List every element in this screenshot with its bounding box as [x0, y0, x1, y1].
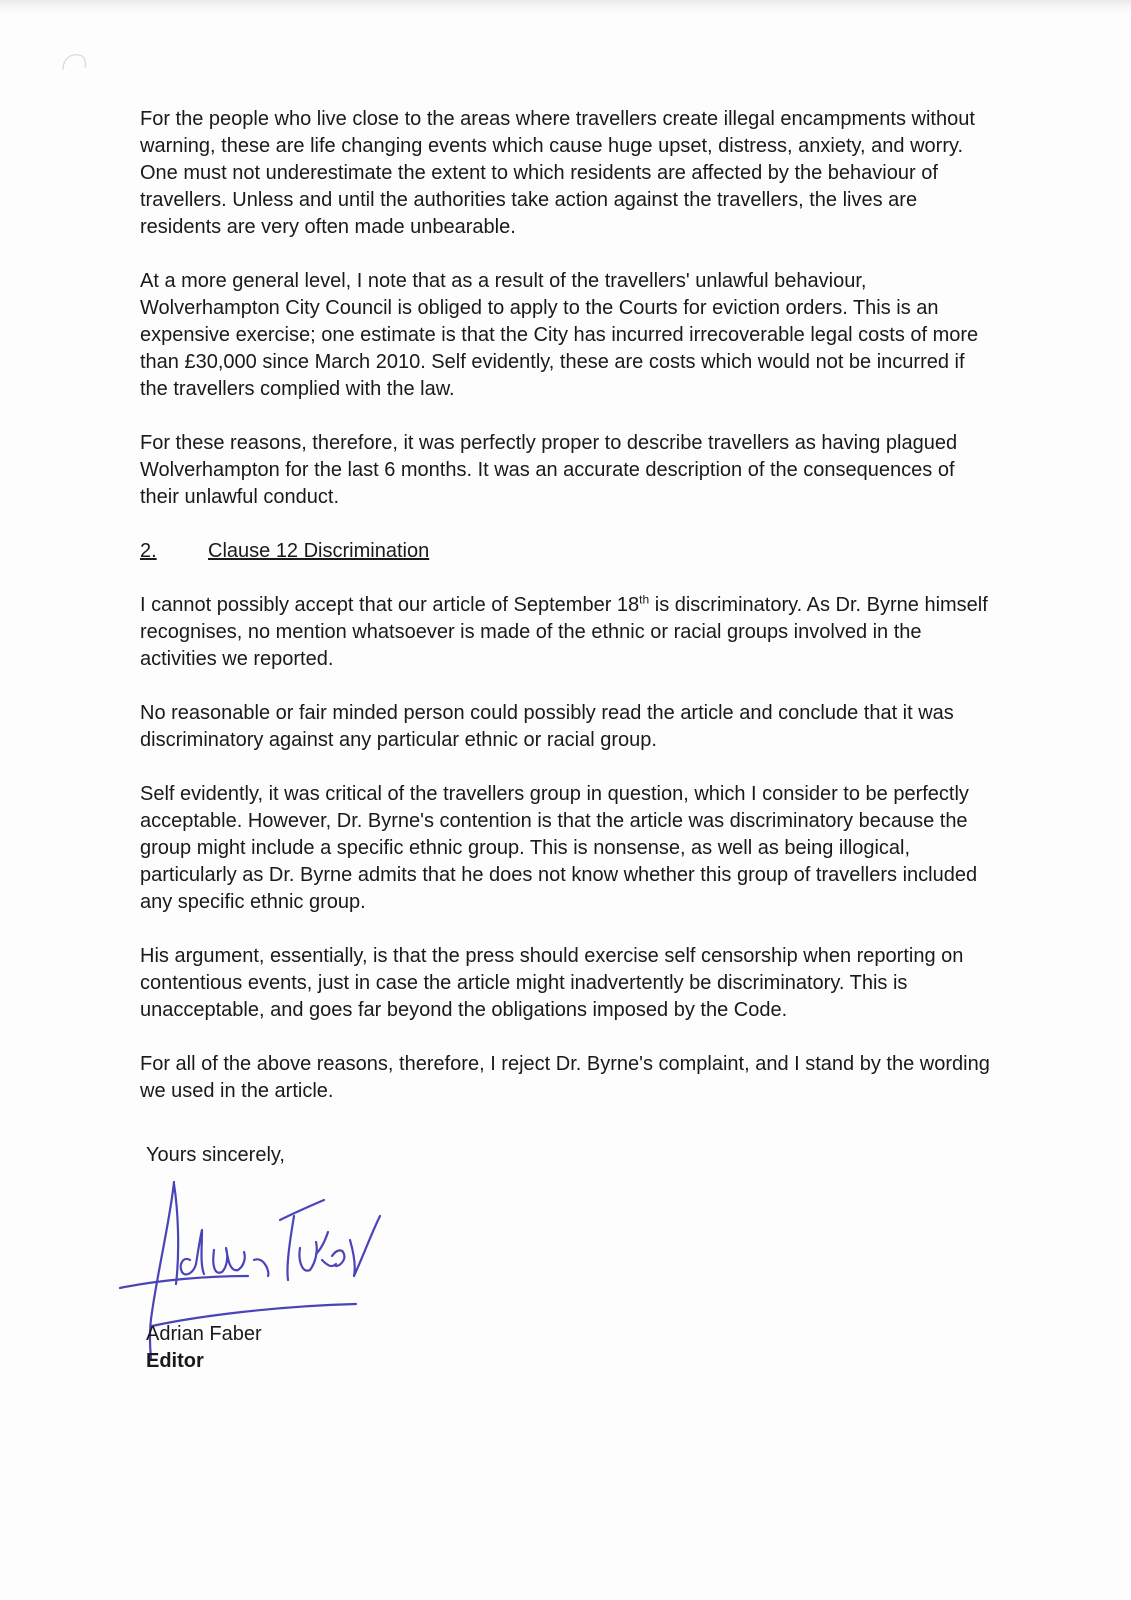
- section-title: Clause 12 Discrimination: [208, 540, 430, 562]
- signer-name: Adrian Faber: [146, 1323, 262, 1345]
- body-paragraph: At a more general level, I note that as a result of the travellers' unlawful behaviour, Wolverhampton City Council is obliged to apply to the Courts for eviction orders. This is an expensive exercise; one estimate is that the City has incurred irrecoverable legal costs of more than £30,000 since March 2010. Self evidently, these are costs which would not be incurred if the travellers complied with the law.: [140, 270, 979, 400]
- letter-closing: Yours sincerely,: [146, 1144, 285, 1166]
- signer-title: Editor: [146, 1350, 204, 1372]
- ordinal-superscript: th: [639, 592, 650, 607]
- body-paragraph: His argument, essentially, is that the press should exercise self censorship when reporting on contentious events, just in case the article might inadvertently be discriminatory. This is unacceptable, and goes far beyond the obligations imposed by the Code.: [140, 945, 964, 1021]
- paragraph-text-end: is discriminatory. As Dr. Byrne himself recognises, no mention whatsoever is made of the ethnic or racial groups involved in the activities we reported.: [140, 594, 988, 670]
- letter-body: [140, 106, 990, 1132]
- body-paragraph: For the people who live close to the areas where travellers create illegal encampments without warning, these are life changing events which cause huge upset, distress, anxiety, and worry. One must not underestimate the extent to which residents are affected by the behaviour of travellers. Unless and until the authorities take action against the travellers, the lives are residents are very often made unbearable.: [140, 108, 975, 238]
- body-paragraph: For all of the above reasons, therefore, I reject Dr. Byrne's complaint, and I stand by the wording we used in the article.: [140, 1053, 990, 1102]
- body-paragraph: No reasonable or fair minded person could possibly read the article and conclude that it was discriminatory against any particular ethnic or racial group.: [140, 702, 954, 751]
- body-paragraph-discrimination: [140, 592, 990, 673]
- body-paragraph: For these reasons, therefore, it was perfectly proper to describe travellers as having plagued Wolverhampton for the last 6 months. It was an accurate description of the consequences of their unlawful conduct.: [140, 432, 958, 508]
- paragraph-text-start: I cannot possibly accept that our article of September 18: [140, 594, 640, 616]
- section-heading: [140, 538, 990, 565]
- punch-hole-mark-icon: [60, 48, 88, 76]
- section-number: 2.: [140, 540, 157, 562]
- body-paragraph: Self evidently, it was critical of the travellers group in question, which I consider to be perfectly acceptable. However, Dr. Byrne's contention is that the article was discriminatory because the group might include a specific ethnic group. This is nonsense, as well as being illogical, particularly as Dr. Byrne admits that he does not know whether this group of travellers included any specific ethnic group.: [140, 783, 978, 913]
- scan-edge-shadow: [0, 0, 1131, 14]
